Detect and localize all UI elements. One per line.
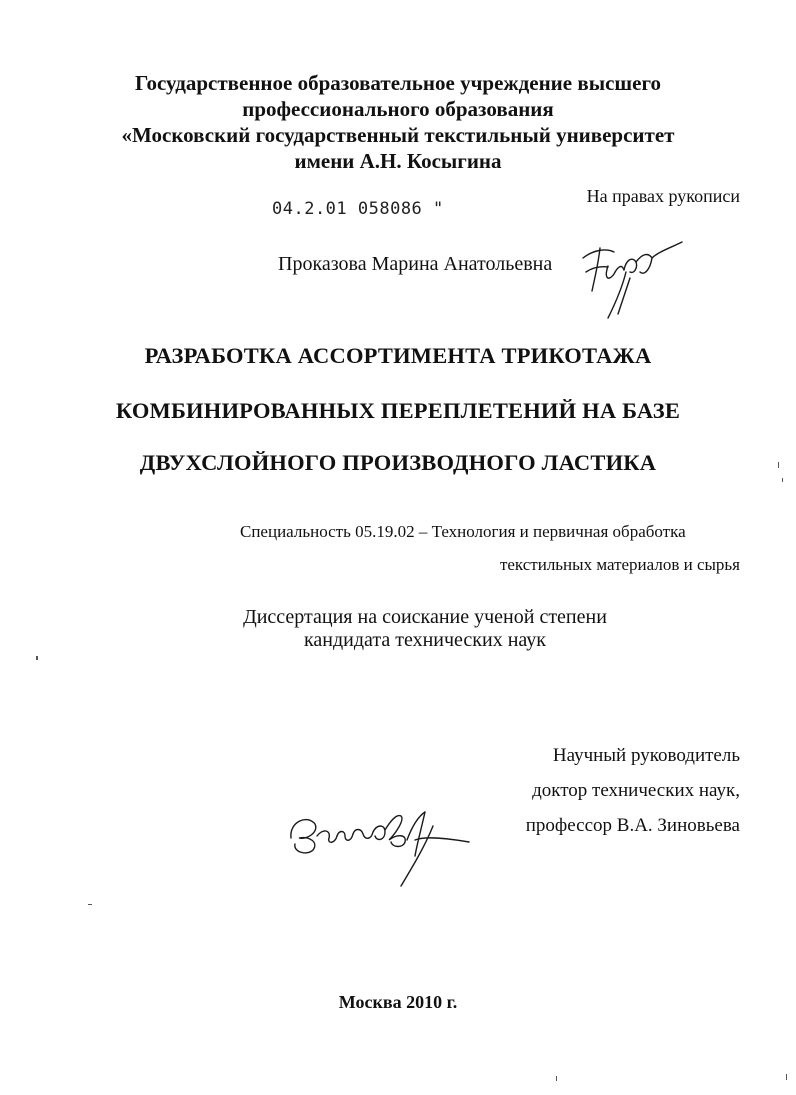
institution-line-4: имени А.Н. Косыгина: [294, 149, 502, 173]
supervisor-name: профессор В.А. Зиновьева: [525, 815, 740, 836]
title-line-2: КОМБИНИРОВАННЫХ ПЕРЕПЛЕТЕНИЙ НА БАЗЕ: [115, 398, 681, 423]
manuscript-note: На правах рукописи: [586, 186, 740, 206]
institution-line-2: профессионального образования: [242, 97, 554, 121]
dissertation-line-1: Диссертация на соискание ученой степени: [243, 606, 607, 628]
institution-line-1: Государственное образовательное учреждение высшего: [135, 71, 661, 95]
scan-speck: [556, 1076, 557, 1081]
city-year: Москва 2010 г.: [338, 992, 458, 1012]
author-name: Проказова Марина Анатольевна: [278, 253, 553, 275]
dissertation-degree: [200, 606, 650, 652]
institution-header: [0, 70, 796, 174]
scan-speck: [786, 1074, 787, 1080]
supervisor-signature: [285, 800, 475, 890]
specialty-line-1: Специальность 05.19.02 – Технология и первичная обработка: [240, 522, 686, 541]
specialty-line-2: текстильных материалов и сырья: [499, 555, 740, 574]
supervisor-degree: доктор технических наук,: [532, 780, 740, 801]
scan-speck: [782, 478, 783, 482]
scan-speck: [36, 656, 38, 660]
supervisor-block: [430, 738, 740, 843]
scan-speck: [88, 904, 92, 905]
registration-number: 04.2.01 058086 ": [272, 199, 444, 219]
title-line-3: ДВУХСЛОЙНОГО ПРОИЗВОДНОГО ЛАСТИКА: [139, 450, 657, 475]
author-signature: [578, 236, 688, 322]
dissertation-line-2: кандидата технических наук: [303, 629, 547, 651]
supervisor-role: Научный руководитель: [552, 745, 740, 766]
institution-line-3: «Московский государственный текстильный университет: [121, 123, 675, 147]
title-line-1: РАЗРАБОТКА АССОРТИМЕНТА ТРИКОТАЖА: [144, 343, 652, 368]
scan-speck: [778, 462, 779, 468]
